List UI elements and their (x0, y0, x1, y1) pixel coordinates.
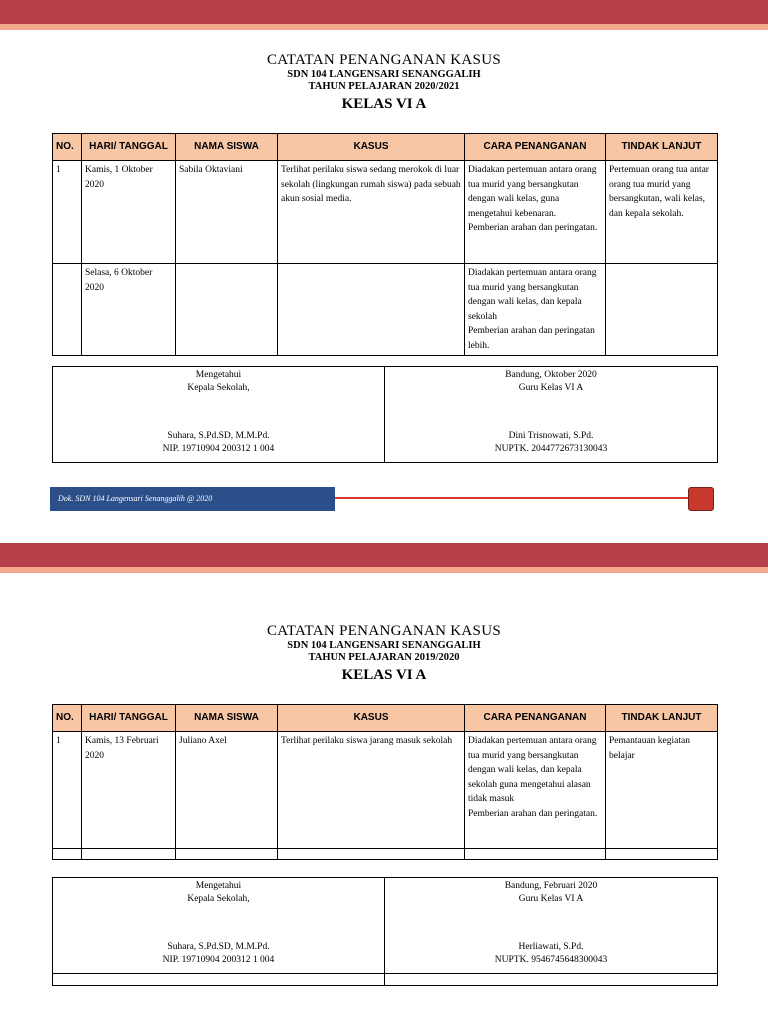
sign-left-line-2: Kepala Sekolah, (187, 382, 250, 393)
table-row (53, 264, 718, 356)
cell-kasus: Terlihat perilaku siswa jarang masuk sekolah (278, 732, 465, 849)
cell-kasus: Terlihat perilaku siswa sedang merokok di luar sekolah (lingkungan rumah siswa) pada sebuah akun sosial media. (278, 161, 465, 264)
page-2-signature-table (52, 877, 718, 986)
cell-cara-text-1: Diadakan pertemuan antara orang tua murid yang bersangkutan dengan wali kelas, dan kepala sekolah (468, 268, 597, 322)
page-2-class: KELAS VI A (341, 667, 427, 683)
header-hari-tanggal: HARI/ TANGGAL (82, 134, 176, 161)
signature-right (385, 878, 718, 974)
cell-tanggal: Kamis, 1 Oktober 2020 (82, 161, 176, 264)
cell-cara-text-2: Pemberian arahan dan peringatan lebih. (468, 326, 595, 351)
page-1-header (0, 51, 768, 114)
sign-right-line-2: Guru Kelas VI A (518, 382, 584, 393)
page-2-top-stripe (0, 567, 768, 573)
signature-right (385, 367, 718, 463)
cell-tanggal: Kamis, 13 Februari 2020 (82, 732, 176, 849)
header-cara-penanganan: CARA PENANGANAN (465, 705, 606, 732)
sign-left-line-1: Mengetahui (195, 881, 242, 891)
cell-kasus (278, 264, 465, 356)
header-no: NO. (53, 705, 82, 732)
header-no: NO. (53, 134, 82, 161)
cell-tanggal: Selasa, 6 Oktober 2020 (82, 264, 176, 356)
sign-right-line-1: Bandung, Oktober 2020 (505, 370, 597, 380)
cell-no: 1 (53, 161, 82, 264)
page-1-case-table (52, 133, 718, 356)
page-1-school: SDN 104 LANGENSARI SENANGGALIH (287, 69, 481, 80)
page-1-title: CATATAN PENANGANAN KASUS (267, 52, 501, 68)
cell-cara (465, 161, 606, 264)
sign-left-line-1: Mengetahui (195, 370, 242, 380)
sign-right-line-2: Guru Kelas VI A (518, 893, 584, 904)
cell-cara (465, 732, 606, 849)
cell-tindak: Pemantauan kegiatan belajar (606, 732, 718, 849)
table-row (53, 161, 718, 264)
sign-right-line-1: Bandung, Februari 2020 (504, 881, 598, 891)
cell-cara-text-2: Pemberian arahan dan peringatan. (468, 223, 598, 233)
footer-decoration-box (688, 487, 714, 511)
page-2-title: CATATAN PENANGANAN KASUS (267, 623, 501, 639)
page-1-top-band (0, 0, 768, 24)
page-1-top-stripe (0, 24, 768, 30)
cell-no (53, 264, 82, 356)
table-row-empty (53, 849, 718, 860)
cell-tindak: Pertemuan orang tua antar orang tua murid yang bersangkutan, wali kelas, dan kepala sekolah. (606, 161, 718, 264)
header-tindak-lanjut: TINDAK LANJUT (606, 134, 718, 161)
header-kasus: KASUS (278, 134, 465, 161)
sign-right-name: Dini Trisnowati, S.Pd. (508, 431, 594, 441)
cell-tindak (606, 264, 718, 356)
cell-cara (465, 264, 606, 356)
cell-cara-text-1: Diadakan pertemuan antara orang tua murid yang bersangkutan dengan wali kelas, dan kepala sekolah guna mengetahui alasan tidak masuk (468, 736, 597, 804)
cell-nama (176, 264, 278, 356)
header-nama-siswa: NAMA SISWA (176, 134, 278, 161)
page-2-header (0, 622, 768, 685)
sign-left-nip: NIP. 19710904 200312 1 004 (162, 954, 275, 965)
signature-left (53, 367, 385, 463)
cell-cara-text-1: Diadakan pertemuan antara orang tua murid yang bersangkutan dengan wali kelas, guna mengetahui kebenaran. (468, 165, 597, 219)
sign-right-nuptk: NUPTK. 9546745648300043 (494, 954, 608, 965)
sign-left-nip: NIP. 19710904 200312 1 004 (162, 443, 275, 454)
footer-line (335, 497, 688, 499)
header-cara-penanganan: CARA PENANGANAN (465, 134, 606, 161)
header-hari-tanggal: HARI/ TANGGAL (82, 705, 176, 732)
sign-right-nuptk: NUPTK. 2044772673130043 (494, 443, 608, 454)
page-1-signature-table (52, 366, 718, 463)
sign-left-name: Suhara, S.Pd.SD, M.M.Pd. (167, 431, 270, 441)
page-2-year: TAHUN PELAJARAN 2019/2020 (308, 652, 460, 663)
header-kasus: KASUS (278, 705, 465, 732)
sign-left-name: Suhara, S.Pd.SD, M.M.Pd. (167, 942, 270, 952)
cell-nama: Juliano Axel (176, 732, 278, 849)
cell-no: 1 (53, 732, 82, 849)
footer-label: Dok. SDN 104 Langensari Senanggalih @ 2020 (50, 487, 335, 511)
signature-left (53, 878, 385, 974)
header-nama-siswa: NAMA SISWA (176, 705, 278, 732)
page-2-top-band (0, 543, 768, 567)
sign-right-name: Herliawati, S.Pd. (518, 942, 584, 952)
page-1-class: KELAS VI A (341, 96, 427, 112)
cell-cara-text-2: Pemberian arahan dan peringatan. (468, 808, 598, 819)
page-2-school: SDN 104 LANGENSARI SENANGGALIH (287, 640, 481, 651)
page-1-year: TAHUN PELAJARAN 2020/2021 (308, 81, 460, 92)
header-tindak-lanjut: TINDAK LANJUT (606, 705, 718, 732)
page-2-case-table (52, 704, 718, 860)
sign-left-line-2: Kepala Sekolah, (187, 893, 250, 904)
cell-nama: Sabila Oktaviani (176, 161, 278, 264)
table-row (53, 732, 718, 849)
